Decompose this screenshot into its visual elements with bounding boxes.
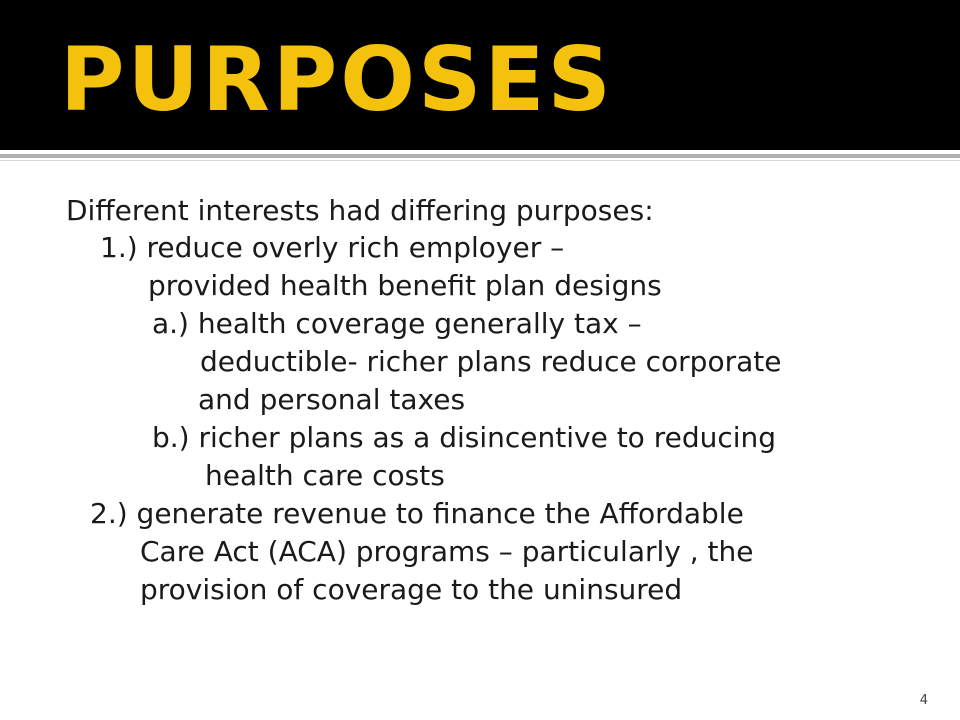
body-line-item-2-cont2: provision of coverage to the uninsured [140,573,683,606]
body-line-item-1b: b.) richer plans as a disincentive to reducing [152,421,777,454]
body-line-item-1b-cont: health care costs [205,459,445,492]
body-line-item-1a-cont: deductible- richer plans reduce corporate [200,345,782,378]
body-line-item-1a-cont2: and personal taxes [198,383,466,416]
body-line-item-2: 2.) generate revenue to finance the Affordable [90,497,744,530]
body-line-item-1-cont: provided health benefit plan designs [148,269,662,302]
body-line-item-2-cont: Care Act (ACA) programs – particularly , the [140,535,754,568]
slide-title: PURPOSES [60,28,614,131]
title-divider [0,154,960,158]
title-bar [0,0,960,150]
body-line-intro: Different interests had differing purposes: [66,194,654,227]
page-number: 4 [919,693,928,708]
body-line-item-1: 1.) reduce overly rich employer – [100,231,565,264]
body-line-item-1a: a.) health coverage generally tax – [152,307,642,340]
title-divider-thin [0,160,960,161]
